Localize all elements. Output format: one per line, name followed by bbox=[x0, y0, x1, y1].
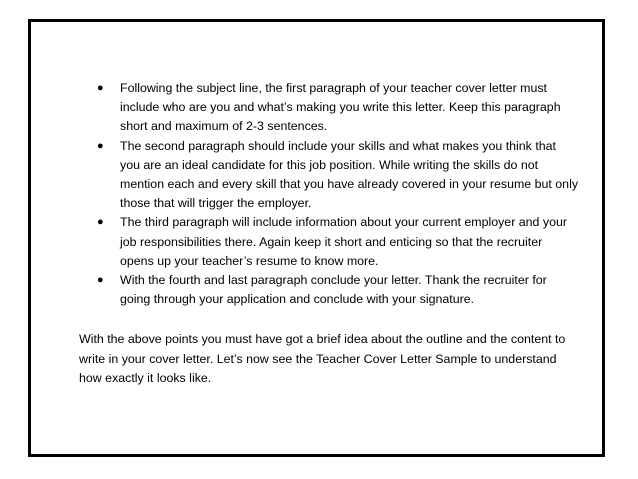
bullet-icon: ● bbox=[97, 82, 104, 94]
closing-paragraph: With the above points you must have got a brief idea about the outline and the content to write in your cover letter. Let’s now see the Teacher Cover Letter Sample to understand how exactly it looks like. bbox=[79, 332, 566, 385]
list-item bbox=[79, 137, 579, 214]
list-item-text: Following the subject line, the first paragraph of your teacher cover letter must include who are you and what’s making you write this letter. Keep this paragraph short and maximum of 2-3 sentences. bbox=[120, 81, 561, 134]
document-body bbox=[79, 79, 579, 388]
list-item bbox=[79, 271, 579, 309]
list-item-text: The second paragraph should include your skills and what makes you think that you are an ideal candidate for this job position. While writing the skills do not mention each and every skill that you have already covered in your resume but only those that will trigger the employer. bbox=[120, 138, 579, 211]
bullet-icon: ● bbox=[97, 274, 104, 287]
list-item-text: With the fourth and last paragraph conclude your letter. Thank the recruiter for going through your application and conclude with your signature. bbox=[120, 273, 547, 307]
bullet-list bbox=[79, 79, 579, 309]
bullet-icon: ● bbox=[97, 139, 104, 152]
list-item bbox=[79, 79, 579, 137]
list-item-text: The third paragraph will include information about your current employer and your job responsibilities there. Again keep it short and enticing so that the recruiter opens up your teacher’s resume to know more. bbox=[120, 215, 567, 268]
list-item bbox=[79, 213, 579, 271]
bullet-icon: ● bbox=[97, 216, 104, 229]
